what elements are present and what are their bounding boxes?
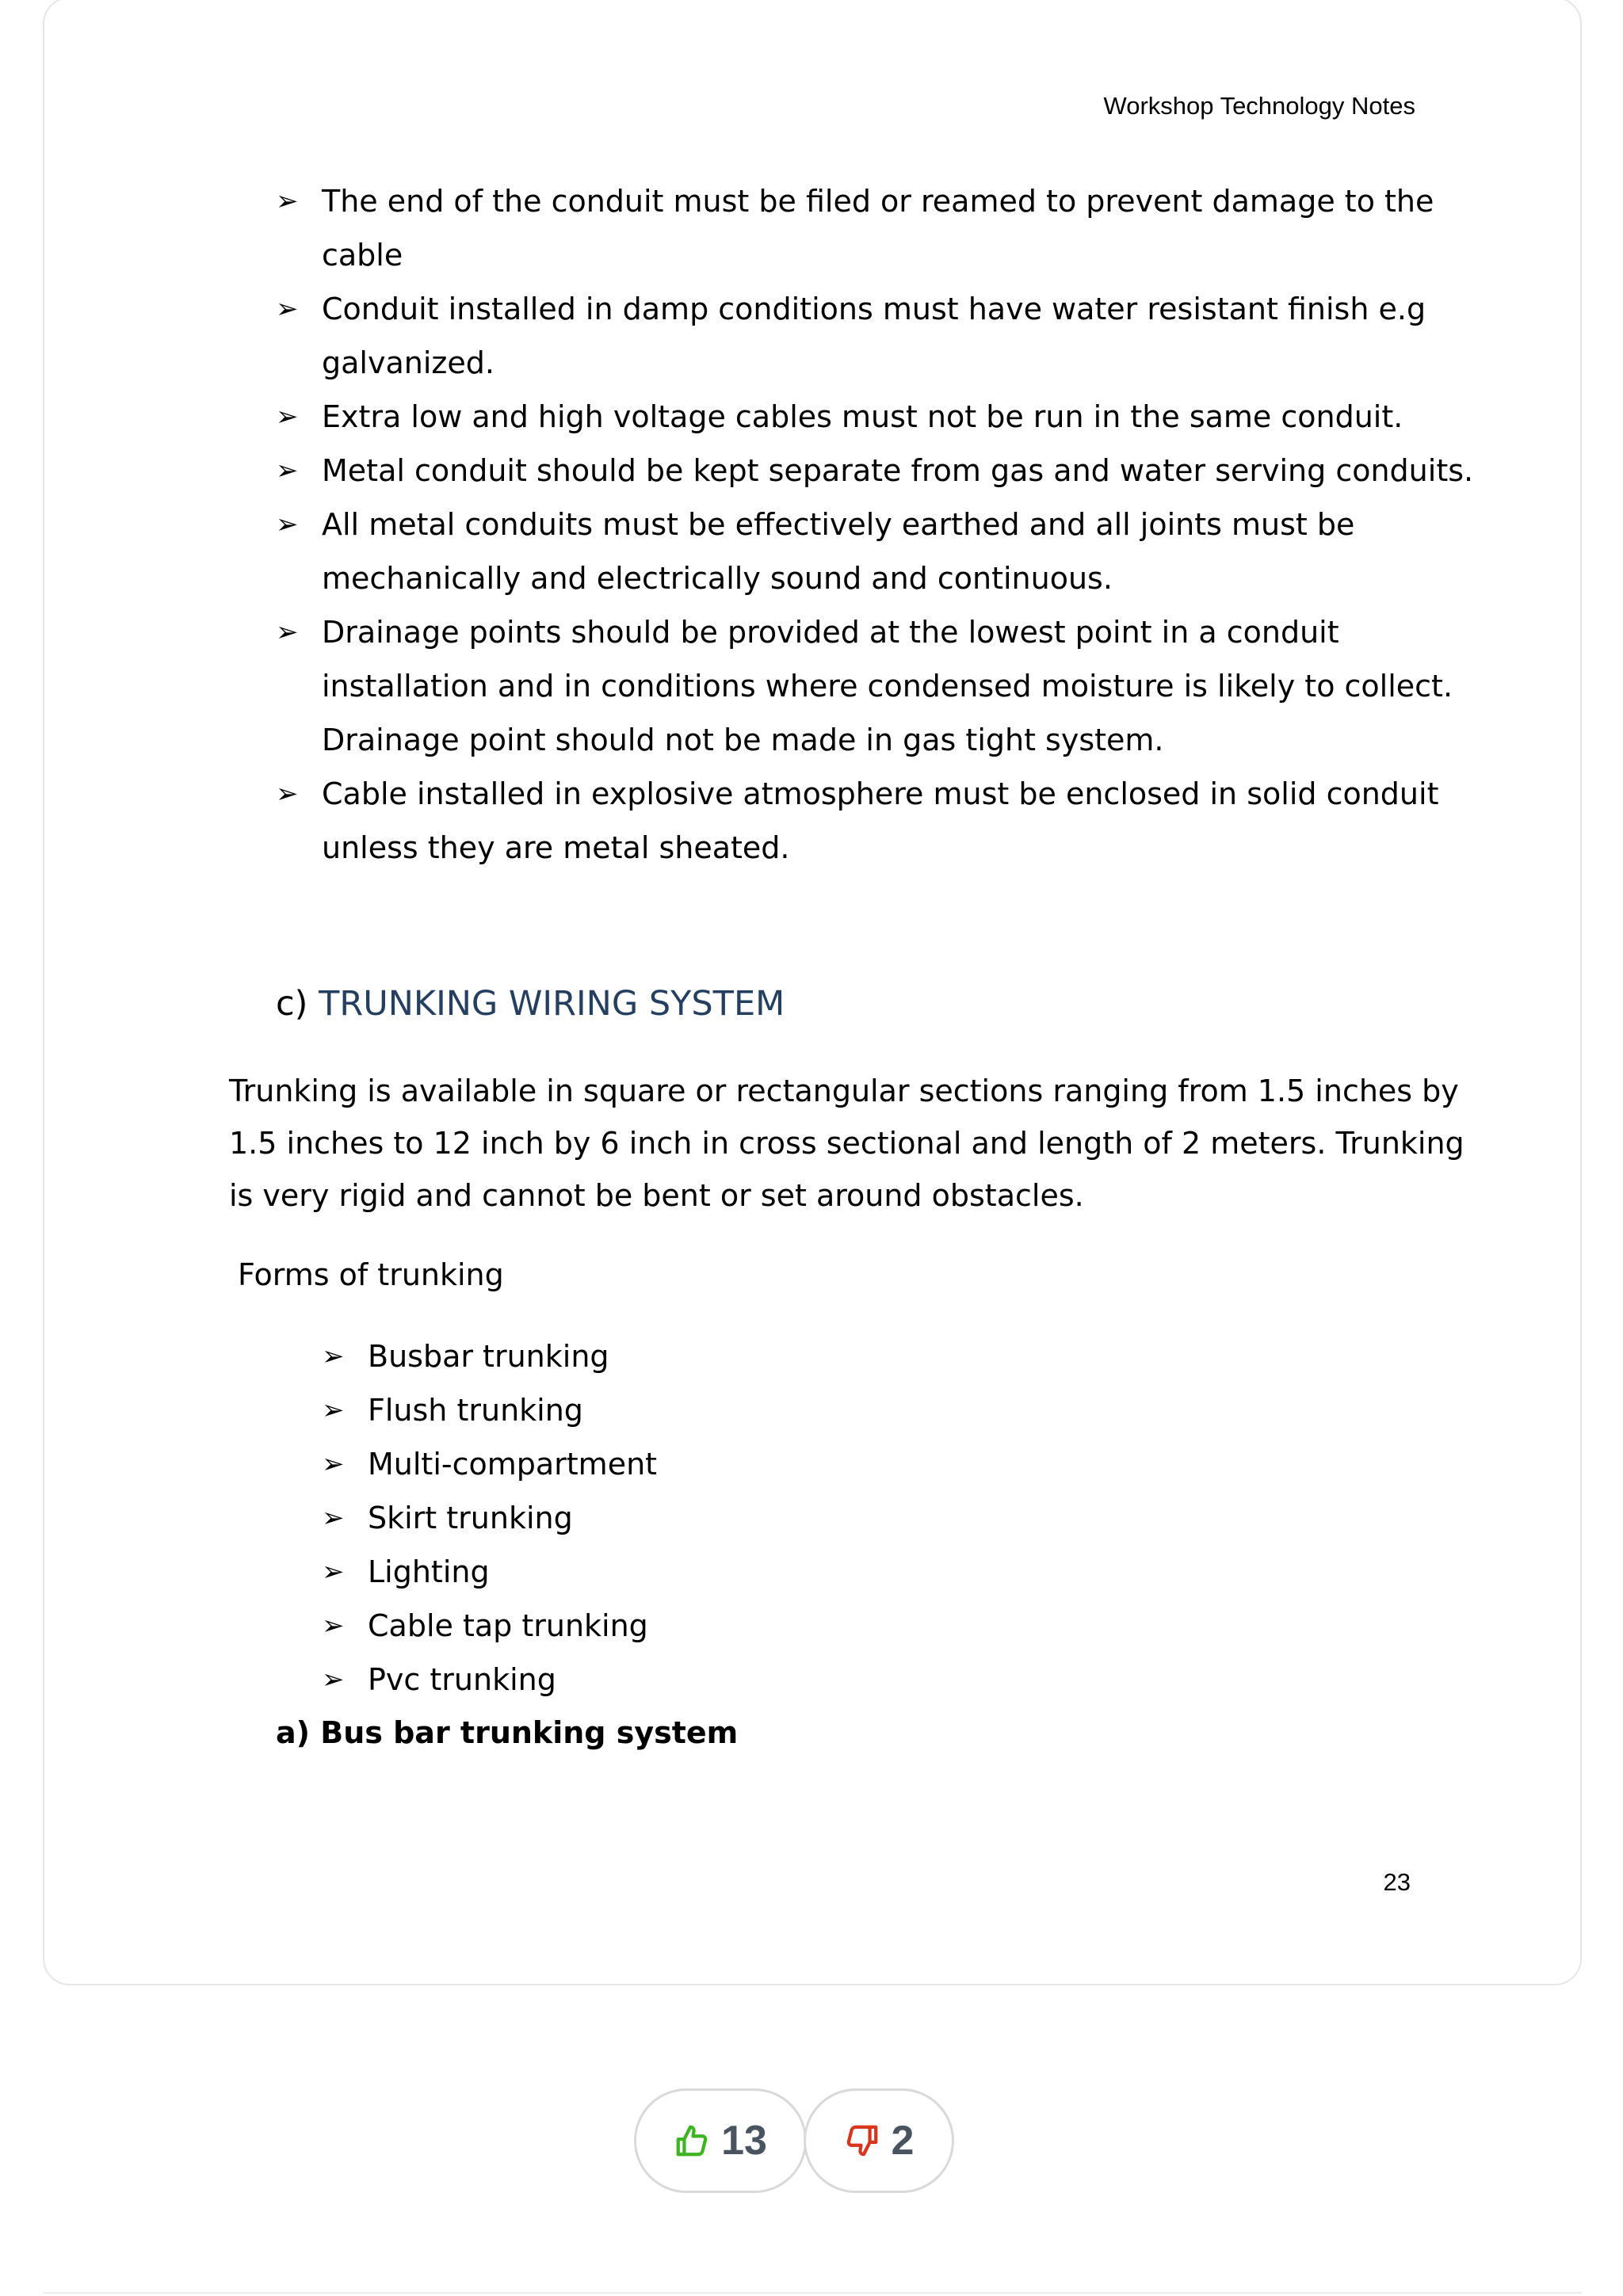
list-item: ➢ Busbar trunking: [44, 1329, 1002, 1383]
document-page: [43, 0, 1582, 1985]
arrow-bullet-icon: ➢: [276, 616, 299, 648]
thumbs-up-icon: [674, 2122, 710, 2159]
arrow-bullet-icon: ➢: [322, 1448, 345, 1480]
list-item: ➢ Cable installed in explosive atmosphere must be enclosed in solid conduit unless they are metal sheated.: [44, 767, 1495, 875]
list-item: ➢ Cable tap trunking: [44, 1599, 1002, 1653]
arrow-bullet-icon: ➢: [322, 1394, 345, 1426]
downvote-button[interactable]: [804, 2088, 954, 2193]
arrow-bullet-icon: ➢: [322, 1502, 345, 1534]
section-title: TRUNKING WIRING SYSTEM: [319, 984, 785, 1024]
page-number: 23: [1383, 1868, 1411, 1896]
arrow-bullet-icon: ➢: [322, 1556, 345, 1588]
list-item: ➢ Lighting: [44, 1545, 1002, 1599]
arrow-bullet-icon: ➢: [276, 401, 299, 433]
list-item: ➢ The end of the conduit must be filed or reamed to prevent damage to the cable: [44, 174, 1495, 282]
downvote-count: 2: [891, 2118, 915, 2164]
bottom-divider: [43, 2292, 1582, 2294]
upvote-button[interactable]: [634, 2088, 807, 2193]
upvote-count: 13: [721, 2118, 767, 2164]
arrow-bullet-icon: ➢: [322, 1341, 345, 1372]
arrow-bullet-icon: ➢: [322, 1610, 345, 1642]
list-item: ➢ All metal conduits must be effectively earthed and all joints must be mechanically and electrically sound and continuous.: [44, 498, 1495, 605]
trunking-forms-list: [44, 1329, 1002, 1707]
list-item: ➢ Multi-compartment: [44, 1437, 1002, 1491]
forms-label: Forms of trunking: [238, 1257, 504, 1292]
list-item: ➢ Skirt trunking: [44, 1491, 1002, 1545]
list-item: ➢ Extra low and high voltage cables must not be run in the same conduit.: [44, 390, 1495, 444]
arrow-bullet-icon: ➢: [276, 778, 299, 810]
list-item: ➢ Conduit installed in damp conditions must have water resistant finish e.g galvanized.: [44, 282, 1495, 390]
list-item: ➢ Flush trunking: [44, 1383, 1002, 1437]
arrow-bullet-icon: ➢: [276, 509, 299, 540]
conduit-rules-list: [44, 174, 1495, 875]
arrow-bullet-icon: ➢: [276, 293, 299, 325]
vote-controls: [634, 2088, 954, 2196]
arrow-bullet-icon: ➢: [276, 185, 299, 217]
list-item: ➢ Pvc trunking: [44, 1653, 1002, 1707]
thumbs-down-icon: [844, 2122, 880, 2159]
arrow-bullet-icon: ➢: [322, 1664, 345, 1695]
list-item: ➢ Metal conduit should be kept separate from gas and water serving conduits.: [44, 444, 1495, 498]
list-item: ➢ Drainage points should be provided at the lowest point in a conduit installation and in conditions where condensed moisture is likely to collect. Drainage point should not be made in gas tight system.: [44, 605, 1495, 767]
section-prefix: c): [276, 984, 308, 1024]
subsection-heading: a) Bus bar trunking system: [276, 1715, 739, 1750]
section-heading: [276, 977, 785, 1031]
section-paragraph: Trunking is available in square or rectangular sections ranging from 1.5 inches by 1.5 inches to 12 inch by 6 inch in cross sectional and length of 2 meters. Trunking is very rigid and cannot be bent or set around obstacles.: [229, 1074, 1465, 1213]
arrow-bullet-icon: ➢: [276, 455, 299, 486]
running-header: Workshop Technology Notes: [1103, 92, 1415, 120]
